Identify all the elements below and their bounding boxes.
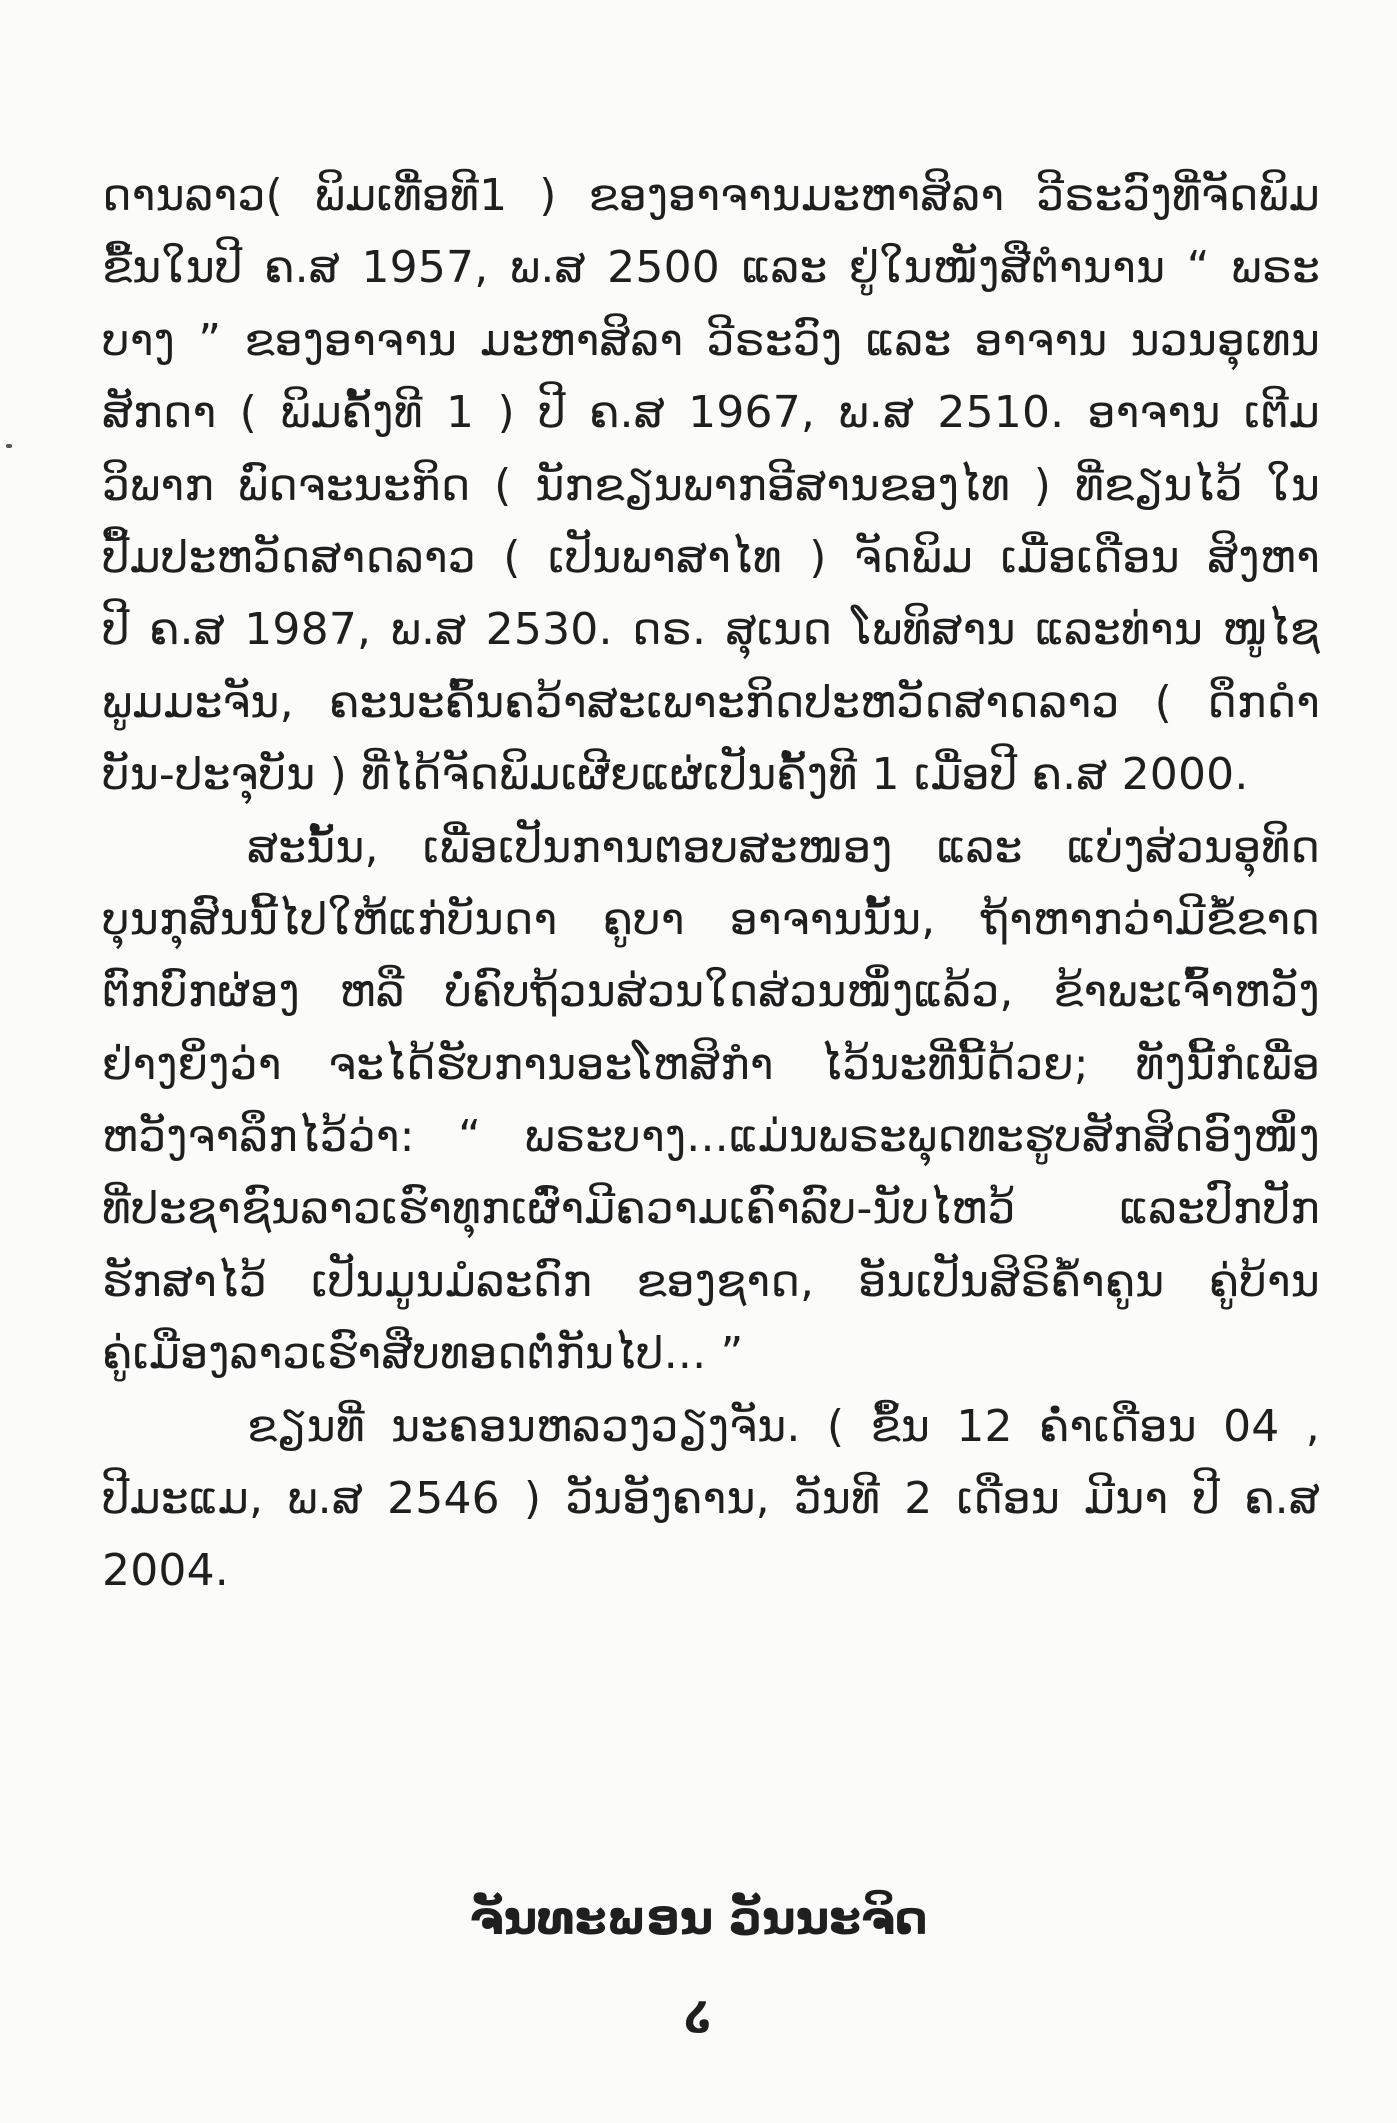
text-line: ວິພາກ ພົດຈະນະກິດ ( ນັກຂຽນພາກອີສານຂອງໄທ ) ທີ່ຂຽນໄວ້ ໃນ (102, 459, 1320, 511)
text-line: ຮັກສາໄວ້ ເປັນມູນມໍລະດົກ ຂອງຊາດ, ອັນເປັນສິຣິຄ້ຳຄູນ ຄູ່ບ້ານ (102, 1255, 1320, 1307)
text-line: ບັນ-ປະຈຸບັນ ) ທີ່ໄດ້ຈັດພິມເຜີຍແຜ່ເປັນຄັ້ງທີ 1 ເມື່ອປີ ຄ.ສ 2000. (102, 749, 1249, 801)
text-line: ພູມມະຈັນ, ຄະນະຄົ້ນຄວ້າສະເພາະກິດປະຫວັດສາດລາວ ( ດຶກດຳ (102, 676, 1320, 728)
text-line: ຂື້ນໃນປີ ຄ.ສ 1957, ພ.ສ 2500 ແລະ ຢູ່ໃນໜັງສືຕຳນານ “ ພຣະ (102, 242, 1320, 294)
page-number: ໒ (684, 1994, 713, 2040)
text-line: ປື້ມປະຫວັດສາດລາວ ( ເປັນພາສາໄທ ) ຈັດພິມ ເມື່ອເດືອນ ສິງຫາ (102, 531, 1320, 583)
text-line: ຄູ່ເມືອງລາວເຮົາສືບທອດຕໍ່ກັນໄປ... ” (102, 1328, 744, 1380)
paper-speck (6, 444, 12, 448)
text-line: ປີ ຄ.ສ 1987, ພ.ສ 2530. ດຣ. ສຸເນດ ໂພທິສານ ແລະທ່ານ ໜູໄຊ (102, 604, 1320, 656)
paragraph-start-line: ຂຽນທີ່ ນະຄອນຫລວງວຽງຈັນ. ( ຂຶ້ນ 12 ຄ່ຳເດືອນ 04 , (247, 1400, 1320, 1452)
text-line: ບາງ ” ຂອງອາຈານ ມະຫາສິລາ ວີຣະວົງ ແລະ ອາຈານ ນວນອຸເທນ (102, 314, 1320, 366)
paragraph-start-line: ສະນັ້ນ, ເພື່ອເປັນການຕອບສະໜອງ ແລະ ແບ່ງສ່ວນອຸທິດ (247, 821, 1320, 873)
author-signature: ຈັນທະພອນ ວັນນະຈິດ (469, 1891, 928, 1945)
text-line: ປີມະແມ, ພ.ສ 2546 ) ວັນອັງຄານ, ວັນທີ 2 ເດືອນ ມີນາ ປີ ຄ.ສ (102, 1473, 1320, 1525)
text-line: ຕົກບົກຜ່ອງ ຫລື ບໍ່ຄົບຖ້ວນສ່ວນໃດສ່ວນໜຶ່ງແລ້ວ, ຂ້າພະເຈົ້າຫວັງ (102, 966, 1320, 1018)
text-line: ສັກດາ ( ພິມຄັ້ງທີ 1 ) ປີ ຄ.ສ 1967, ພ.ສ 2510. ອາຈານ ເຕີມ (102, 387, 1320, 439)
text-line: ຢ່າງຍິ່ງວ່າ ຈະໄດ້ຮັບການອະໂຫສິກຳ ໄວ້ນະທີ່ນີ້ດ້ວຍ; ທັງນີ້ກໍເພື່ອ (102, 1038, 1320, 1090)
body-text (102, 160, 1320, 1608)
text-line: ທີ່ປະຊາຊົນລາວເຮົາທຸກເຜົ່າມີຄວາມເຄົາລົບ-ນັບໄຫວ້ ແລະປົກປັກ (102, 1183, 1320, 1235)
text-line: 2004. (102, 1545, 229, 1597)
text-line: ດານລາວ( ພິມເທື່ອທີ1 ) ຂອງອາຈານມະຫາສິລາ ວີຣະວົງທີ່ຈັດພິມ (102, 170, 1320, 221)
text-line: ບຸນກຸສົນນີ້ໄປໃຫ້ແກ່ບັນດາ ຄູບາ ອາຈານນັ້ນ, ຖ້າຫາກວ່າມີຂໍ້ຂາດ (102, 893, 1320, 945)
text-line: ຫວັງຈາລຶກໄວ້ວ່າ: “ ພຣະບາງ...ແມ່ນພຣະພຸດທະຮູບສັກສິດອົງໜຶ່ງ (102, 1111, 1320, 1163)
